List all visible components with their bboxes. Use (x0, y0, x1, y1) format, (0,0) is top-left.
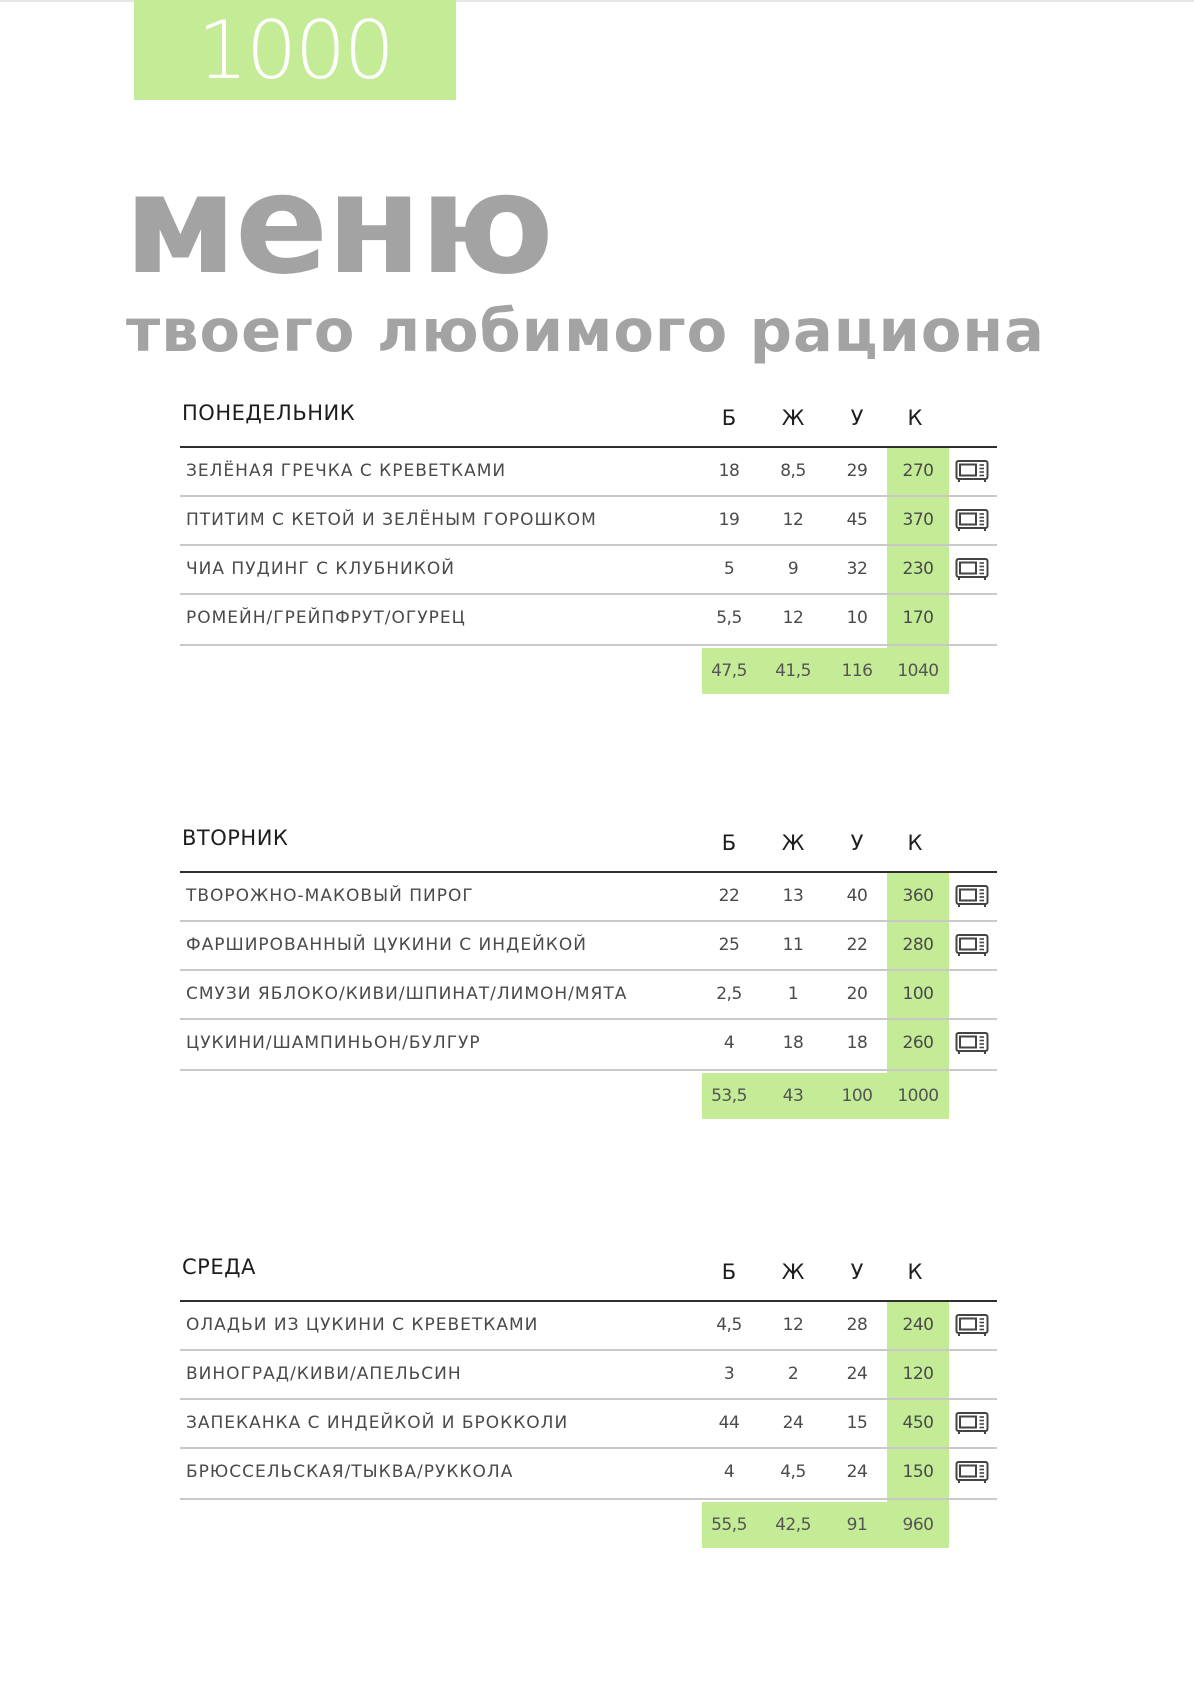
dish-name: ЗЕЛЁНАЯ ГРЕЧКА С КРЕВЕТКАМИ (186, 461, 507, 481)
calories-value: 150 (902, 1462, 934, 1482)
column-header-protein: Б (721, 831, 737, 855)
fat-value: 18 (782, 1033, 804, 1053)
dish-name: ОЛАДЬИ ИЗ ЦУКИНИ С КРЕВЕТКАМИ (186, 1315, 539, 1335)
calories-value: 100 (902, 984, 934, 1004)
carbs-value: 45 (846, 510, 868, 530)
protein-value: 22 (718, 886, 740, 906)
carbs-total: 91 (846, 1515, 868, 1535)
carbs-value: 22 (846, 935, 868, 955)
day-title: ВТОРНИК (182, 826, 289, 850)
microwave-icon (955, 557, 991, 581)
carbs-value: 40 (846, 886, 868, 906)
table-row (0, 922, 1194, 969)
column-header-protein: Б (721, 406, 737, 430)
day-section-tuesday (0, 825, 1194, 1125)
carbs-total: 100 (841, 1086, 873, 1106)
protein-total: 47,5 (711, 661, 747, 681)
protein-value: 2,5 (716, 984, 742, 1004)
protein-value: 3 (723, 1364, 735, 1384)
microwave-icon (955, 884, 991, 908)
page-title: меню (124, 144, 552, 305)
dish-name: БРЮССЕЛЬСКАЯ/ТЫКВА/РУККОЛА (186, 1462, 514, 1482)
table-row (0, 1449, 1194, 1496)
calories-value: 240 (902, 1315, 934, 1335)
fat-value: 4,5 (780, 1462, 806, 1482)
carbs-value: 20 (846, 984, 868, 1004)
calories-value: 360 (902, 886, 934, 906)
carbs-value: 32 (846, 559, 868, 579)
column-header-fat: Ж (781, 406, 805, 430)
column-header-carbs: У (850, 1260, 864, 1284)
protein-value: 18 (718, 461, 740, 481)
fat-value: 9 (787, 559, 799, 579)
protein-total: 55,5 (711, 1515, 747, 1535)
fat-total: 41,5 (775, 661, 811, 681)
totals-row (0, 1073, 1194, 1120)
table-row (0, 1400, 1194, 1447)
fat-value: 11 (782, 935, 804, 955)
microwave-icon (955, 508, 991, 532)
protein-value: 25 (718, 935, 740, 955)
fat-value: 24 (782, 1413, 804, 1433)
table-row (0, 546, 1194, 593)
fat-value: 12 (782, 1315, 804, 1335)
day-title: СРЕДА (182, 1255, 256, 1279)
column-header-calories: К (907, 831, 923, 855)
column-header-fat: Ж (781, 1260, 805, 1284)
protein-value: 19 (718, 510, 740, 530)
fat-value: 12 (782, 510, 804, 530)
microwave-icon (955, 933, 991, 957)
dish-name: СМУЗИ ЯБЛОКО/КИВИ/ШПИНАТ/ЛИМОН/МЯТА (186, 984, 628, 1004)
fat-value: 13 (782, 886, 804, 906)
column-header-calories: К (907, 406, 923, 430)
microwave-icon (955, 1460, 991, 1484)
microwave-icon (955, 1313, 991, 1337)
protein-value: 5,5 (716, 608, 742, 628)
fat-value: 2 (787, 1364, 799, 1384)
carbs-value: 10 (846, 608, 868, 628)
column-header-calories: К (907, 1260, 923, 1284)
dish-name: ЦУКИНИ/ШАМПИНЬОН/БУЛГУР (186, 1033, 481, 1053)
dish-name: ПТИТИМ С КЕТОЙ И ЗЕЛЁНЫМ ГОРОШКОМ (186, 510, 597, 530)
fat-value: 1 (787, 984, 799, 1004)
calories-value: 370 (902, 510, 934, 530)
table-row (0, 448, 1194, 495)
row-divider (180, 1069, 997, 1071)
calories-value: 270 (902, 461, 934, 481)
carbs-value: 29 (846, 461, 868, 481)
dish-name: РОМЕЙН/ГРЕЙПФРУТ/ОГУРЕЦ (186, 608, 466, 628)
calories-value: 260 (902, 1033, 934, 1053)
protein-value: 5 (723, 559, 735, 579)
microwave-icon (955, 1031, 991, 1055)
day-section-monday (0, 400, 1194, 700)
page-subtitle: твоего любимого рациона (126, 296, 1045, 365)
fat-value: 8,5 (780, 461, 806, 481)
protein-value: 4 (723, 1462, 735, 1482)
carbs-value: 18 (846, 1033, 868, 1053)
column-header-carbs: У (850, 831, 864, 855)
column-header-fat: Ж (781, 831, 805, 855)
protein-total: 53,5 (711, 1086, 747, 1106)
column-header-carbs: У (850, 406, 864, 430)
table-row (0, 873, 1194, 920)
column-header-protein: Б (721, 1260, 737, 1284)
calories-value: 230 (902, 559, 934, 579)
table-row (0, 1020, 1194, 1067)
table-row (0, 1302, 1194, 1349)
protein-value: 4,5 (716, 1315, 742, 1335)
microwave-icon (955, 459, 991, 483)
table-row (0, 595, 1194, 642)
calories-value: 450 (902, 1413, 934, 1433)
calorie-badge: 1000 (134, 0, 456, 100)
microwave-icon (955, 1411, 991, 1435)
row-divider (180, 644, 997, 646)
totals-row (0, 648, 1194, 695)
calories-value: 170 (902, 608, 934, 628)
table-row (0, 1351, 1194, 1398)
dish-name: ВИНОГРАД/КИВИ/АПЕЛЬСИН (186, 1364, 462, 1384)
table-row (0, 497, 1194, 544)
protein-value: 44 (718, 1413, 740, 1433)
fat-value: 12 (782, 608, 804, 628)
fat-total: 43 (782, 1086, 804, 1106)
dish-name: ЧИА ПУДИНГ С КЛУБНИКОЙ (186, 559, 455, 579)
dish-name: ЗАПЕКАНКА С ИНДЕЙКОЙ И БРОККОЛИ (186, 1413, 569, 1433)
carbs-value: 24 (846, 1364, 868, 1384)
fat-total: 42,5 (775, 1515, 811, 1535)
calories-value: 120 (902, 1364, 934, 1384)
carbs-value: 24 (846, 1462, 868, 1482)
carbs-total: 116 (841, 661, 873, 681)
protein-value: 4 (723, 1033, 735, 1053)
calories-total: 1000 (897, 1086, 939, 1106)
row-divider (180, 1498, 997, 1500)
carbs-value: 15 (846, 1413, 868, 1433)
carbs-value: 28 (846, 1315, 868, 1335)
day-section-wednesday (0, 1254, 1194, 1554)
dish-name: ТВОРОЖНО-МАКОВЫЙ ПИРОГ (186, 886, 474, 906)
totals-row (0, 1502, 1194, 1549)
calories-total: 960 (902, 1515, 934, 1535)
dish-name: ФАРШИРОВАННЫЙ ЦУКИНИ С ИНДЕЙКОЙ (186, 935, 587, 955)
day-title: ПОНЕДЕЛЬНИК (182, 401, 356, 425)
calories-value: 280 (902, 935, 934, 955)
table-row (0, 971, 1194, 1018)
calories-total: 1040 (897, 661, 939, 681)
